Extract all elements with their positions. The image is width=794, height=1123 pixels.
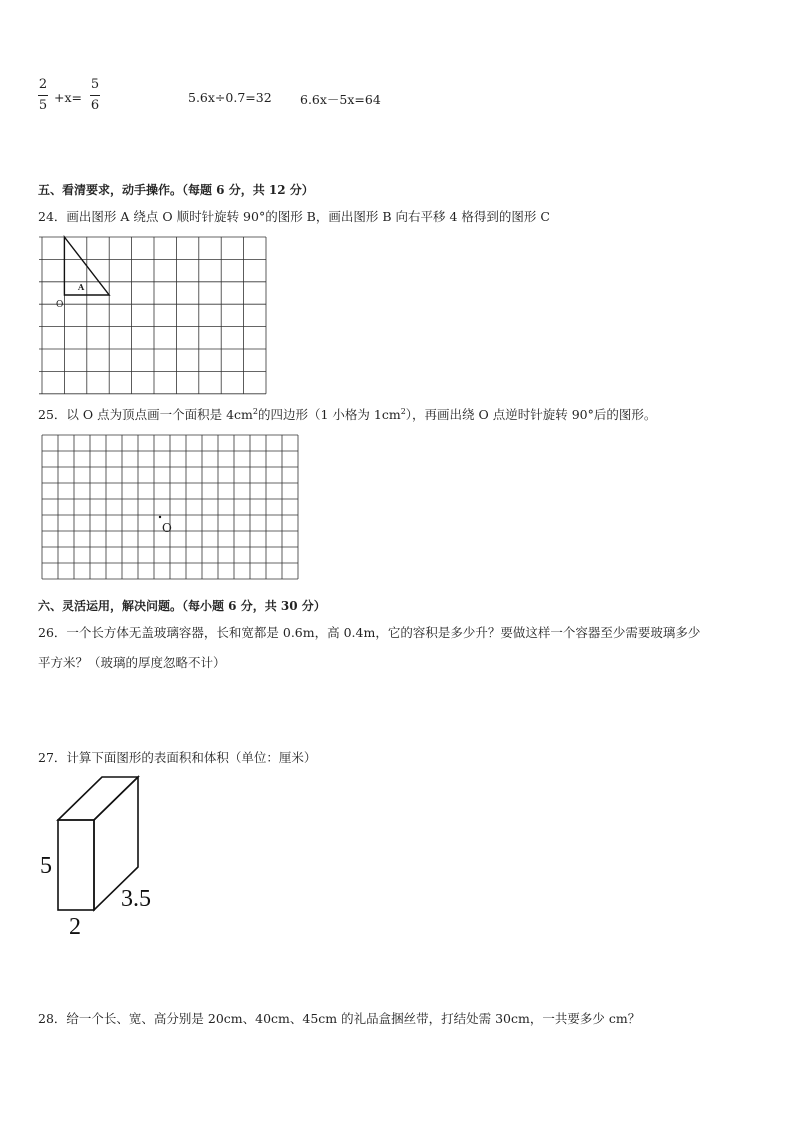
point-o-label: O	[162, 521, 172, 535]
fraction-five-sixths	[90, 78, 100, 112]
shape-a-label: A	[78, 282, 85, 292]
superscript: 2	[400, 407, 406, 416]
question-28-text: 28．给一个长、宽、高分别是 20cm、40cm、45cm 的礼品盒捆丝带，打结处需 30cm，一共要多少 cm？	[38, 1011, 641, 1026]
q25-text-before: 25．以 O 点为顶点画一个面积是 4cm	[38, 407, 253, 422]
question-27-text: 27．计算下面图形的表面积和体积（单位：厘米）	[38, 750, 317, 765]
fraction-numerator: 5	[90, 77, 100, 92]
question-24-text: 24．画出图形 A 绕点 O 顺时针旋转 90°的图形 B，画出图形 B 向右平移 4 格得到的图形 C	[38, 209, 550, 224]
fraction-two-fifths	[38, 78, 48, 112]
cuboid-drawing	[50, 775, 180, 925]
cuboid-front-face	[58, 820, 94, 910]
q24-grid	[40, 235, 270, 395]
equation-2: 5.6x÷0.7=32	[188, 90, 272, 105]
superscript: 2	[252, 407, 258, 416]
fraction-bar	[38, 95, 48, 96]
cuboid-height-label: 5	[40, 853, 52, 879]
fraction-denominator: 6	[90, 98, 100, 113]
q25-text-mid: 的四边形（1 小格为 1cm	[257, 407, 401, 422]
section-six-heading: 六、灵活运用，解决问题。（每小题 6 分，共 30 分）	[38, 599, 326, 613]
cuboid-width-label: 2	[69, 914, 81, 940]
equation-operator: +x=	[54, 90, 82, 105]
fraction-numerator: 2	[38, 77, 48, 92]
q25-grid	[40, 433, 300, 593]
cuboid-depth-label: 3.5	[121, 886, 151, 912]
point-o-marker	[159, 516, 161, 518]
fraction-bar	[90, 95, 100, 96]
question-25-text	[38, 409, 656, 422]
cuboid-top-face	[58, 777, 138, 820]
fraction-denominator: 5	[38, 98, 48, 113]
section-five-heading: 五、看清要求，动手操作。（每题 6 分，共 12 分）	[38, 183, 314, 197]
point-o-label: O	[56, 300, 64, 310]
question-26-line-1: 26．一个长方体无盖玻璃容器，长和宽都是 0.6m，高 0.4m，它的容积是多少升？要做这样一个容器至少需要玻璃多少	[38, 625, 701, 640]
q25-text-after: ），再画出绕 O 点逆时针旋转 90°后的图形。	[405, 407, 657, 422]
question-26-line-2: 平方米？（玻璃的厚度忽略不计）	[38, 655, 226, 670]
equation-3: 6.6x－5x=64	[300, 92, 381, 107]
